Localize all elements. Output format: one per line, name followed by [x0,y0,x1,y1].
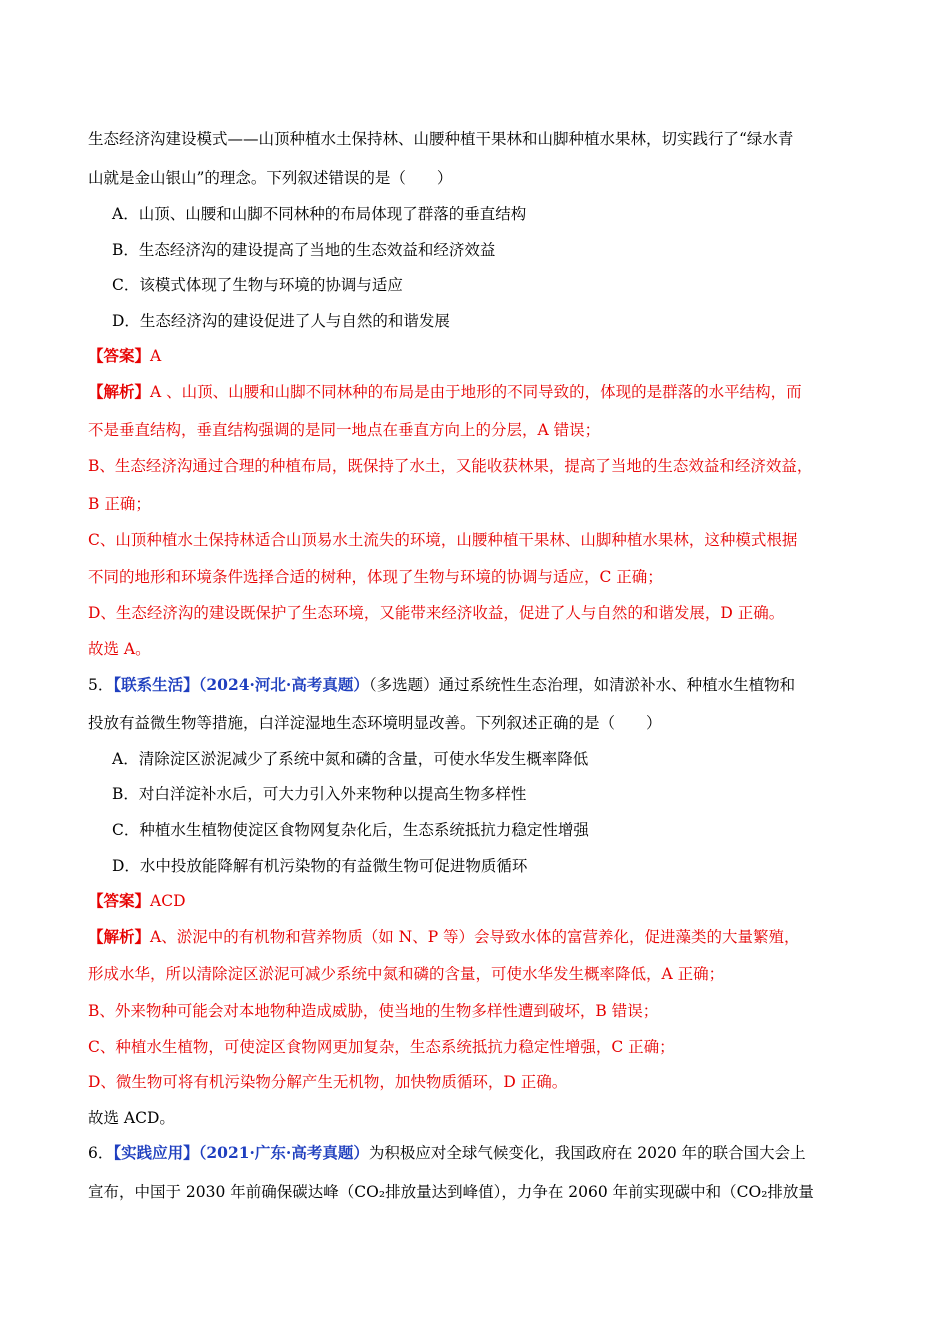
q5-conclusion: 故选 ACD。 [88,1109,175,1127]
q4-analysis-text-1: A 、山顶、山腰和山脚不同林种的布局是由于地形的不同导致的，体现的是群落的水平结构，而 [150,383,802,401]
q4-option-a: A．山顶、山腰和山脚不同林种的布局体现了群落的垂直结构 [112,205,527,223]
q4-stem-line-1: 生态经济沟建设模式——山顶种植水土保持林、山腰种植干果林和山脚种植水果林，切实践行了“绿水青 [88,130,794,148]
q4-answer [88,346,161,366]
q4-stem-line-2: 山就是金山银山”的理念。下列叙述错误的是（ ） [88,169,453,187]
q5-analysis-line-2: 形成水华，所以清除淀区淤泥可减少系统中氮和磷的含量，可使水华发生概率降低，A 正确； [88,965,725,983]
q4-analysis-line-2: 不是垂直结构，垂直结构强调的是同一地点在垂直方向上的分层，A 错误； [88,421,601,439]
q4-answer-value: A [150,347,162,365]
q5-stem-text: （多选题）通过系统性生态治理，如清淤补水、种植水生植物和 [368,676,796,694]
q4-analysis-label: 【解析】 [88,382,151,401]
q6-stem-text: 为积极应对全球气候变化，我国政府在 2020 年的联合国大会上 [368,1144,806,1162]
q5-option-d: D．水中投放能降解有机污染物的有益微生物可促进物质循环 [112,857,528,875]
q4-analysis-line-7: D、生态经济沟的建设既保护了生态环境，又能带来经济收益，促进了人与自然的和谐发展，D 正确。 [88,604,785,622]
q5-analysis-text-1: A、淤泥中的有机物和营养物质（如 N、P 等）会导致水体的富营养化，促进藻类的大量繁殖， [150,928,800,946]
q5-option-a: A．清除淀区淤泥减少了系统中氮和磷的含量，可使水华发生概率降低 [112,750,589,768]
q4-analysis-line-1 [88,382,802,402]
q5-analysis-line-3: B、外来物种可能会对本地物种造成威胁，使当地的生物多样性遭到破坏，B 错误； [88,1002,659,1020]
q5-tag: 【联系生活】 [113,675,199,694]
q5-stem-line-1 [88,675,795,695]
q6-tag: 【实践应用】 [113,1143,199,1162]
q5-stem-line-2: 投放有益微生物等措施，白洋淀湿地生态环境明显改善。下列叙述正确的是（ ） [88,714,662,732]
q5-analysis-line-4: C、种植水生植物，可使淀区食物网更加复杂，生态系统抵抗力稳定性增强，C 正确； [88,1038,675,1056]
q4-analysis-line-4: B 正确； [88,495,151,513]
q4-analysis-line-3: B、生态经济沟通过合理的种植布局，既保持了水土，又能收获林果，提高了当地的生态效益和经济效益， [88,457,813,475]
q5-number: 5． [88,676,114,694]
q5-option-c: C．种植水生植物使淀区食物网复杂化后，生态系统抵抗力稳定性增强 [112,821,589,839]
q5-source: （2024·河北·高考真题） [198,675,369,694]
q4-analysis-line-6: 不同的地形和环境条件选择合适的树种，体现了生物与环境的协调与适应，C 正确； [88,568,663,586]
q6-number: 6． [88,1144,114,1162]
q6-stem-line-1 [88,1143,806,1163]
q5-answer-value: ACD [150,892,186,910]
q4-answer-label: 【答案】 [88,346,151,365]
q6-source: （2021·广东·高考真题） [198,1143,369,1162]
q5-analysis-line-5: D、微生物可将有机污染物分解产生无机物，加快物质循环，D 正确。 [88,1073,568,1091]
q5-option-b: B．对白洋淀补水后，可大力引入外来物种以提高生物多样性 [112,785,527,803]
q4-option-c: C．该模式体现了生物与环境的协调与适应 [112,276,403,294]
q4-conclusion: 故选 A。 [88,640,151,658]
q4-analysis-line-5: C、山顶种植水土保持林适合山顶易水土流失的环境，山腰种植干果林、山脚种植水果林，这种模式根据 [88,531,798,549]
q4-option-b: B．生态经济沟的建设提高了当地的生态效益和经济效益 [112,241,496,259]
q5-analysis-line-1 [88,927,800,947]
q5-answer-label: 【答案】 [88,891,151,910]
q4-option-d: D．生态经济沟的建设促进了人与自然的和谐发展 [112,312,450,330]
q5-answer [88,891,186,911]
q6-stem-line-2: 宣布，中国于 2030 年前确保碳达峰（CO₂排放量达到峰值），力争在 2060 年前实现碳中和（CO₂排放量 [88,1183,814,1201]
q5-analysis-label: 【解析】 [88,927,151,946]
